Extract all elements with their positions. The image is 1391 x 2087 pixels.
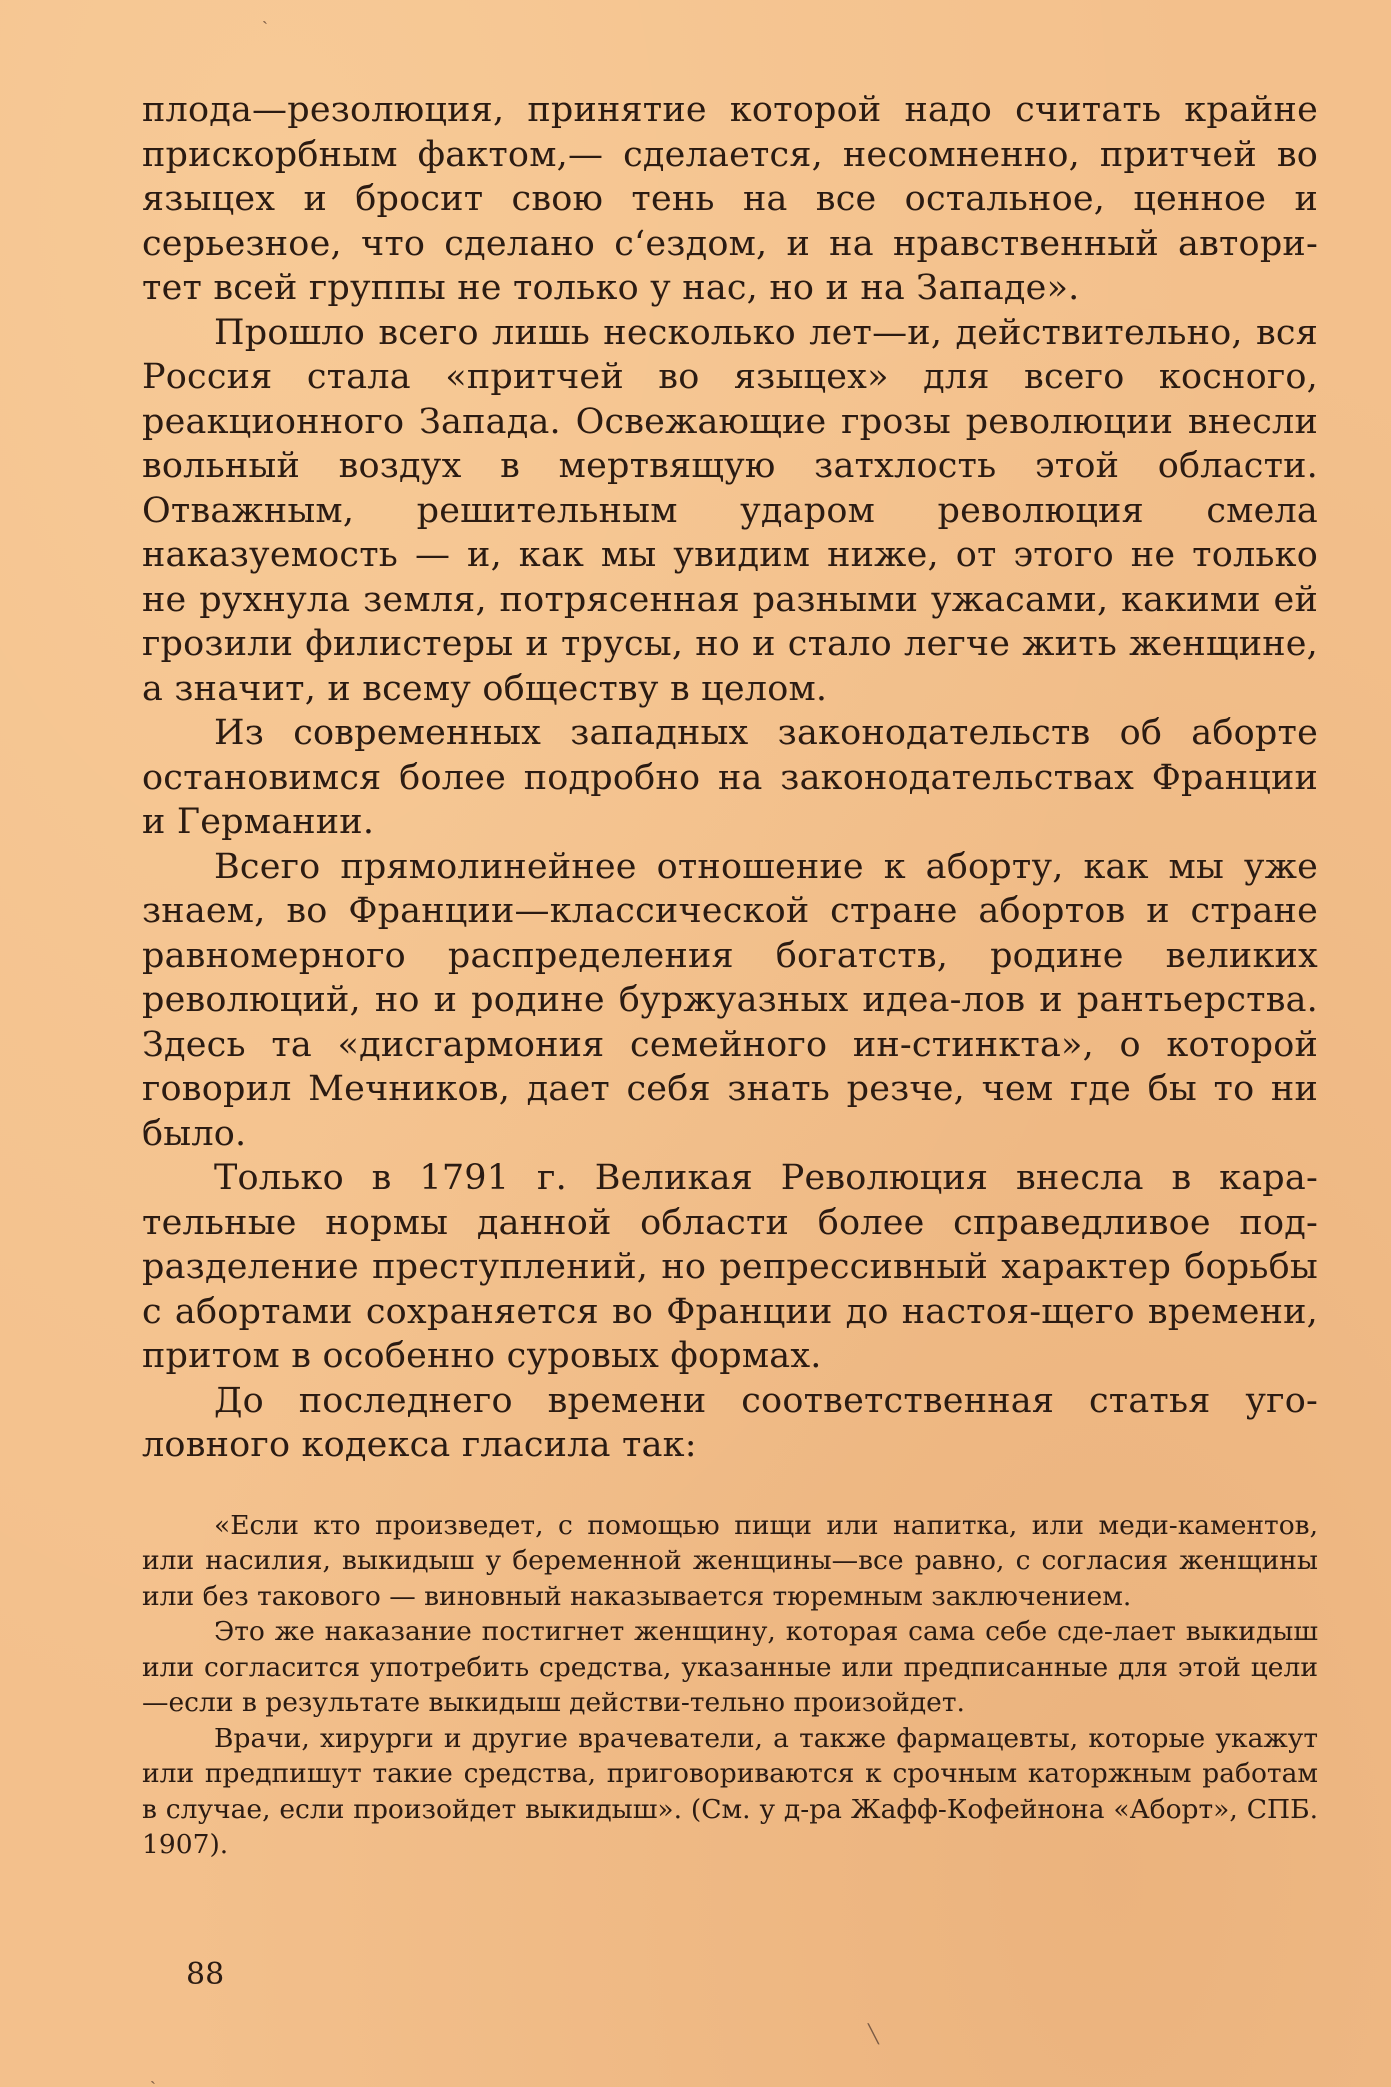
- paper-mark: ╲: [868, 2024, 879, 2045]
- paragraph-4: Всего прямолинейнее отношение к аборту, как мы уже знаем, во Франции—классической стране абортов и стране равномерного распределения богатств, родине великих революций, но и родине буржуазных идеа-лов и рантьерства. Здесь та «дисгармония семейного ин-стинкта», о которой говорил Мечников, дает себя знать резче, чем где бы то ни было.: [142, 846, 1318, 1154]
- paper-mark: ˎ: [262, 4, 268, 25]
- page-number: 88: [186, 1957, 225, 1992]
- paragraph-1: плода—резолюция, принятие которой надо считать крайне прискорбным фактом,— сделается, несомненно, притчей во языцех и бросит свою тень на все остальное, ценное и серьезное, что сделано с‘ездом, и на нравственный автори-тет всей группы не только у нас, но и на Западе».: [142, 90, 1318, 308]
- paragraph-6: До последнего времени соответственная статья уго-ловного кодекса гласила так:: [142, 1380, 1318, 1465]
- main-text: [142, 88, 1318, 1468]
- paragraph-5: Только в 1791 г. Великая Революция внесла в кара-тельные нормы данной области более справедливое под-разделение преступлений, но репрессивный характер борьбы с абортами сохраняется во Франции до настоя-щего времени, притом в особенно суровых формах.: [142, 1158, 1318, 1376]
- paragraph-2: Прошло всего лишь несколько лет—и, действительно, вся Россия стала «притчей во языцех» для всего косного, реакционного Запада. Освежающие грозы революции внесли вольный воздух в мертвящую затхлость этой области. Отважным, решительным ударом революция смела наказуемость — и, как мы увидим ниже, от этого не только не рухнула земля, потрясенная разными ужасами, какими ей грозили филистеры и трусы, но и стало легче жить женщине, а значит, и всему обществу в целом.: [142, 312, 1318, 709]
- quote-paragraph-2: Это же наказание постигнет женщину, которая сама себе сде-лает выкидыш или согласится употребить средства, указанные или предписанные для этой цели—если в результате выкидыш действи-тельно произойдет.: [142, 1616, 1318, 1718]
- paragraph-3: Из современных западных законодательств об аборте остановимся более подробно на законодательствах Франции и Германии.: [142, 713, 1318, 842]
- paper-mark: ˏ: [150, 2064, 156, 2085]
- quote-paragraph-1: «Если кто произведет, с помощью пищи или напитка, или меди-каментов, или насилия, выкидыш у беременной женщины—все равно, с согласия женщины или без такового — виновный наказывается тюремным заключением.: [142, 1509, 1318, 1612]
- legal-quote: [142, 1508, 1318, 1863]
- page-body: [142, 88, 1318, 1863]
- quote-paragraph-3: Врачи, хирурги и другие врачеватели, а также фармацевты, которые укажут или предпишут такие средства, приговориваются к срочным каторжным работам в случае, если произойдет выкидыш». (См. у д-ра Жафф-Кофейнона «Аборт», СПБ. 1907).: [142, 1722, 1318, 1860]
